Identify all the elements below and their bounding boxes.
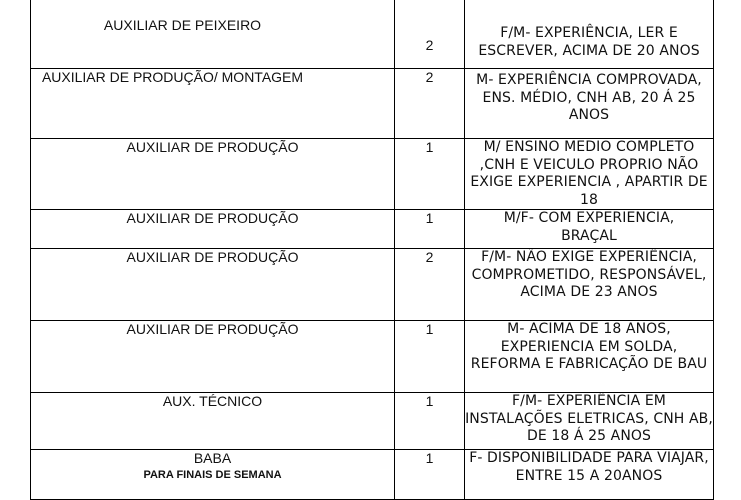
role-cell: AUXILIAR DE PRODUÇÃO <box>31 210 395 249</box>
role-cell <box>31 69 395 139</box>
role-cell: AUXILIAR DE PRODUÇÃO <box>31 139 395 210</box>
role-text: AUXILIAR DE PEIXEIRO <box>103 17 262 33</box>
quantity-cell: 2 <box>395 249 465 321</box>
quantity-cell: 1 <box>395 210 465 249</box>
table-row <box>31 393 714 450</box>
requirements-cell: F/M- EXPERIÊNCIA EM INSTALAÇÕES ELETRICAS, CNH AB, DE 18 Á 25 ANOS <box>465 393 714 450</box>
table-row <box>31 450 714 500</box>
table-row <box>31 210 714 249</box>
role-subtitle: PARA FINAIS DE SEMANA <box>143 468 282 481</box>
role-cell <box>31 450 395 500</box>
role-cell: AUX. TÉCNICO <box>31 393 395 450</box>
requirements-cell: M/ ENSINO MEDIO COMPLETO ,CNH E VEICULO PROPRIO NÃO EXIGE EXPERIENCIA , APARTIR DE 18 <box>465 139 714 210</box>
requirements-cell: M/F- COM EXPERIENCIA, BRAÇAL <box>465 210 714 249</box>
table-row <box>31 249 714 321</box>
role-text: AUXILIAR DE PRODUÇÃO/ MONTAGEM <box>41 69 304 85</box>
role-cell: AUXILIAR DE PRODUÇÃO <box>31 249 395 321</box>
requirements-cell: F/M- EXPERIÊNCIA, LER E ESCREVER, ACIMA DE 20 ANOS <box>465 0 714 69</box>
table-row <box>31 139 714 210</box>
role-cell: AUXILIAR DE PRODUÇÃO <box>31 321 395 393</box>
quantity-cell: 1 <box>395 393 465 450</box>
quantity-cell: 1 <box>395 321 465 393</box>
requirements-cell: F- DISPONIBILIDADE PARA VIAJAR, ENTRE 15 A 20ANOS <box>465 450 714 500</box>
requirements-cell: F/M- NÃO EXIGE EXPERIÊNCIA, COMPROMETIDO, RESPONSÁVEL, ACIMA DE 23 ANOS <box>465 249 714 321</box>
quantity-cell: 2 <box>395 69 465 139</box>
requirements-cell: M- ACIMA DE 18 ANOS, EXPERIENCIA EM SOLDA, REFORMA E FABRICAÇÃO DE BAU <box>465 321 714 393</box>
role-text: BABA <box>193 450 232 466</box>
quantity-cell: 1 <box>395 450 465 500</box>
quantity-cell: 2 <box>395 0 465 69</box>
role-cell <box>31 0 395 69</box>
table-row <box>31 69 714 139</box>
requirements-cell: M- EXPERIÊNCIA COMPROVADA, ENS. MÉDIO, CNH AB, 20 Á 25 ANOS <box>465 69 714 139</box>
quantity-cell: 1 <box>395 139 465 210</box>
job-openings-table <box>30 0 714 500</box>
table-row <box>31 0 714 69</box>
table-row <box>31 321 714 393</box>
